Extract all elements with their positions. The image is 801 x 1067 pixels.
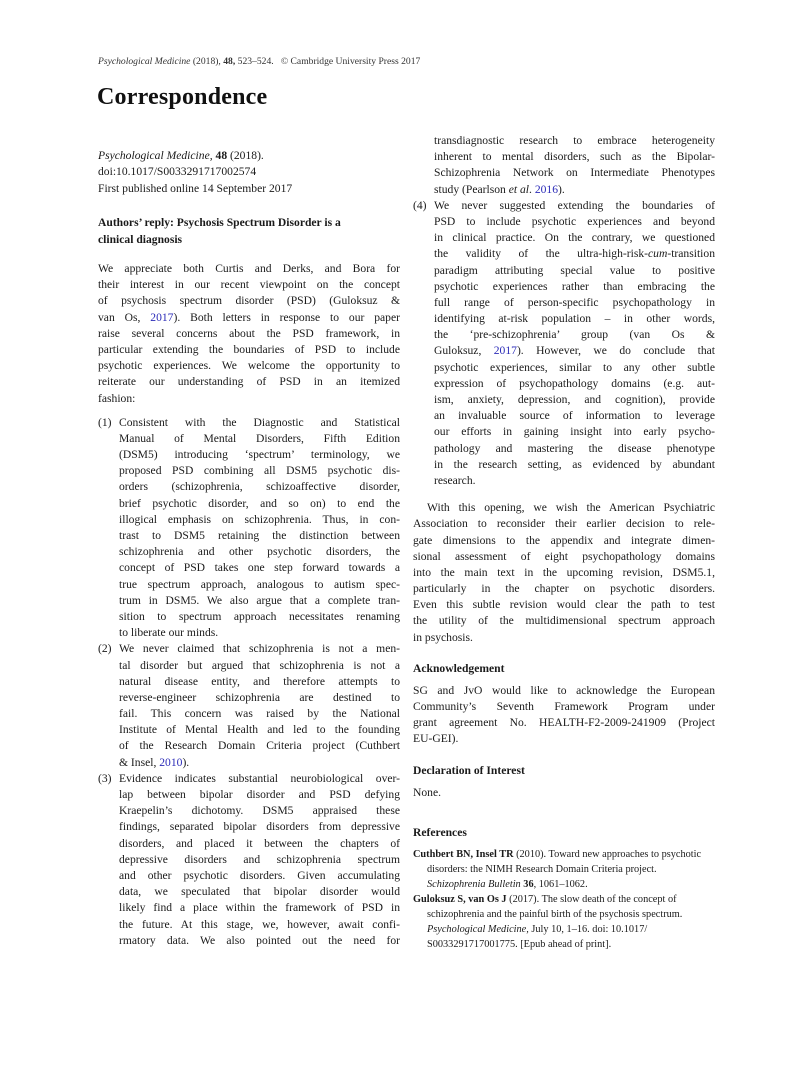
running-head-journal: Psychological Medicine — [98, 56, 191, 67]
text-line: paradigm attributing special value to positive — [434, 263, 715, 277]
text-line: Community’s Seventh Framework Program under — [413, 700, 715, 713]
text-line: Manual of Mental Disorders, Fifth Edition — [119, 431, 400, 445]
text-line: likely find a place within the framework of PSD in — [119, 901, 400, 915]
text-line: in psychosis. — [413, 630, 473, 644]
references-list — [413, 847, 713, 952]
list-number: (1) — [98, 415, 112, 429]
text-line: tal disorder but argued that schizophrenia is not a — [119, 658, 400, 672]
meta-year: (2018). — [230, 149, 264, 162]
text-line: study (Pearlson et al. 2016). — [434, 182, 565, 196]
list-item-2 — [98, 641, 400, 771]
text-line: We never claimed that schizophrenia is not a men- — [119, 642, 400, 656]
text-line: the ‘pre-schizophrenia’ group (van Os & — [434, 328, 715, 342]
text-line: of the Research Domain Criteria project (Cuthbert — [119, 739, 400, 753]
intro-paragraph — [98, 261, 400, 407]
text-line: We never suggested extending the boundaries of — [434, 198, 715, 212]
text-line: (DSM5) introducing ‘spectrum’ terminology, we — [119, 448, 400, 462]
text-line: the utility of the multidimensional spectrum approach — [413, 614, 715, 628]
running-head — [98, 56, 420, 67]
text-line: trum in DSM5. We also argue that a complete tran- — [119, 593, 400, 607]
text-line: to liberate our minds. — [119, 626, 219, 640]
citation-link[interactable]: 2016 — [534, 182, 558, 196]
text-line: natural disease entity, and therefore attempts to — [119, 674, 400, 688]
text-line: We appreciate both Curtis and Derks, and Bora for — [98, 262, 400, 275]
text-line: inherent to mental disorders, such as the Bipolar- — [434, 150, 715, 164]
closing-paragraph — [413, 500, 715, 646]
reference-item — [413, 892, 713, 952]
text-line: & Insel, 2010). — [119, 755, 190, 769]
text-line: psychotic experiences, similar to any other subtle — [434, 360, 715, 374]
reference-pages: , 1061–1062. — [533, 878, 588, 890]
text-line: in the research setting, as evidenced by abundant — [434, 457, 715, 471]
reference-authors: Cuthbert BN, Insel TR — [413, 848, 514, 860]
text-line: our efforts in gaining insight into early psycho- — [434, 425, 715, 439]
text-line: sition to spectrum approach necessitates renaming — [119, 609, 400, 623]
text-line: grant agreement No. HEALTH-F2-2009-241909 (Project — [413, 716, 715, 730]
running-head-pages: 523–524. — [237, 56, 274, 67]
article-title — [98, 215, 398, 248]
text-line: data, we speculated that bipolar disorder would — [119, 885, 400, 899]
text-line: the future. At this stage, we, however, await confi- — [119, 917, 400, 931]
text-line: EU-GEI). — [413, 732, 459, 746]
text-line: SG and JvO would like to acknowledge the European — [413, 683, 715, 697]
list-item-3 — [98, 771, 400, 949]
text-line: research. — [434, 473, 476, 487]
text-line: particularly in the chapter on psychotic disorders. — [413, 582, 715, 596]
list-number: (4) — [413, 198, 427, 212]
text-line: van Os, 2017). Both letters in response to our paper — [98, 310, 400, 324]
text-line: proposed PSD combining all DSM5 psychotic dis- — [119, 464, 400, 478]
text-line: Consistent with the Diagnostic and Statistical — [119, 415, 400, 429]
text-line: findings, separated bipolar disorders from depressive — [119, 820, 400, 834]
text-line: expression of psychopathology domains (e.g. aut- — [434, 376, 715, 390]
text-line: psychotic experiences rather than embracing the — [434, 279, 715, 293]
reference-journal: Schizophrenia Bulletin — [427, 878, 521, 890]
text-line: reiterate our understanding of PSD in an itemized — [98, 375, 400, 389]
left-column — [98, 261, 400, 949]
text-line: trast to DSM5 retaining the distinction between — [119, 529, 400, 542]
text-line: rmatory data. We also pointed out the need for — [119, 933, 400, 947]
text-line: into the main text in the upcoming revision, DSM5.1, — [413, 565, 715, 579]
article-meta — [98, 148, 398, 197]
reference-year: (2017). — [506, 893, 542, 905]
meta-volume: 48 — [215, 149, 228, 162]
list-item-4 — [413, 198, 715, 489]
text-line: PSD to include psychotic experiences and beyond — [434, 214, 715, 228]
meta-doi[interactable]: doi:10.1017/S0033291717002574 — [98, 165, 257, 179]
text-line: schizophrenia and other psychotic disorders, the — [119, 545, 400, 559]
italic-text: cum — [648, 247, 668, 261]
text-line: reverse-engineer schizophrenia are destined to — [119, 690, 400, 704]
reference-year: (2010). — [513, 848, 549, 860]
text-line: psychotic experiences. We welcome the opportunity to — [98, 359, 400, 373]
text-line: in clinical practice. On the contrary, we questioned — [434, 231, 715, 245]
reference-journal: Psychological Medicine, — [427, 923, 529, 935]
text-line: sional assessment of eight psychopathology domains — [413, 549, 715, 563]
citation-link[interactable]: 2017 — [493, 344, 517, 358]
meta-journal: Psychological Medicine, — [98, 149, 213, 162]
text-line: Guloksuz, 2017). However, we do conclude that — [434, 344, 715, 358]
reference-pages: July 10, 1–16. doi: 10.1017/ S0033291717001775. [Epub ahead of print]. — [427, 923, 648, 950]
text-line: fail. This concern was raised by the National — [119, 707, 400, 721]
text-line: lap between bipolar disorder and PSD defying — [119, 788, 400, 801]
acknowledgement-heading: Acknowledgement — [413, 661, 505, 675]
text-line: true spectrum approach, analogous to autism spec- — [119, 577, 400, 591]
reference-item — [413, 847, 713, 892]
text-line: depressive disorders and schizophrenia spectrum — [119, 852, 400, 866]
text-line: and other psychotic disorders. Given accumulating — [119, 868, 400, 882]
text-line: of psychosis spectrum disorder (PSD) (Guloksuz & — [98, 294, 400, 308]
reference-title: The slow death of the concept of schizophrenia and the painful birth of the psychosis spectrum. — [427, 893, 683, 920]
text-line: Schizophrenia Network on Intermediate Phenotypes — [434, 166, 715, 180]
citation-link[interactable]: 2010 — [159, 755, 183, 769]
text-line: raise several concerns about the PSD framework, in — [98, 326, 400, 340]
running-head-volume: 48, — [223, 56, 236, 67]
article-title-line: Authors’ reply: Psychosis Spectrum Disorder is a — [98, 216, 341, 229]
running-head-copyright: © Cambridge University Press 2017 — [280, 56, 421, 67]
reference-title: Toward new approaches to psychotic disorders: the NIMH Research Domain Criteria project. — [427, 848, 702, 875]
text-line: the validity of the ultra-high-risk-cum-transition — [434, 247, 715, 261]
italic-text: et al — [508, 182, 530, 196]
text-line: full range of person-specific psychopathology in — [434, 295, 715, 309]
text-line: brief psychotic disorder, and so on) to end the — [119, 496, 400, 510]
text-line: Institute of Mental Health and led to the founding — [119, 723, 400, 737]
declaration-text: None. — [413, 785, 442, 799]
text-line: concept of PSD takes one step forward towards a — [119, 561, 400, 575]
text-line: fashion: — [98, 391, 136, 405]
text-line: particular extending the boundaries of PSD to include — [98, 342, 400, 356]
text-line: disorders, and placed it between the chapters of — [119, 836, 400, 850]
citation-link[interactable]: 2017 — [150, 310, 174, 324]
list-item-1 — [98, 415, 400, 642]
text-line: transdiagnostic research to embrace heterogeneity — [434, 134, 715, 147]
text-line: orders (schizophrenia, schizoaffective disorder, — [119, 480, 400, 494]
text-line: ism, anxiety, depression, and cognition), provide — [434, 393, 715, 406]
references-heading: References — [413, 825, 467, 839]
text-line: With this opening, we wish the American Psychiatric — [427, 501, 715, 515]
text-line: illogical emphasis on schizophrenia. Thus, in con- — [119, 512, 400, 526]
text-line: identifying at-risk population – in other words, — [434, 312, 715, 326]
text-line: Kraepelin’s dichotomy. DSM5 appraised these — [119, 804, 400, 818]
text-line: Even this subtle revision would clear the path to test — [413, 598, 715, 612]
declaration-heading: Declaration of Interest — [413, 763, 525, 777]
reference-authors: Guloksuz S, van Os J — [413, 893, 507, 905]
text-line: an invaluable source of information to leverage — [434, 409, 715, 423]
reference-volume: 36 — [520, 878, 534, 890]
text-line: pathology and mastering the disease phenotype — [434, 441, 715, 455]
text-line: Association to reconsider their earlier decision to rele- — [413, 517, 715, 531]
section-title: Correspondence — [97, 84, 268, 110]
text-line: Evidence indicates substantial neurobiological over- — [119, 771, 400, 785]
list-item-3-continued — [413, 133, 715, 198]
list-number: (3) — [98, 771, 112, 785]
acknowledgement-text — [413, 683, 715, 748]
text-line: gate dimensions to the appendix and integrate dimen- — [413, 533, 715, 547]
list-number: (2) — [98, 642, 112, 656]
running-head-year: (2018), — [192, 56, 221, 67]
right-column — [413, 133, 715, 952]
text-line: their interest in our recent viewpoint on the concept — [98, 278, 400, 292]
article-title-line: clinical diagnosis — [98, 232, 183, 246]
meta-published: First published online 14 September 2017 — [98, 181, 293, 195]
